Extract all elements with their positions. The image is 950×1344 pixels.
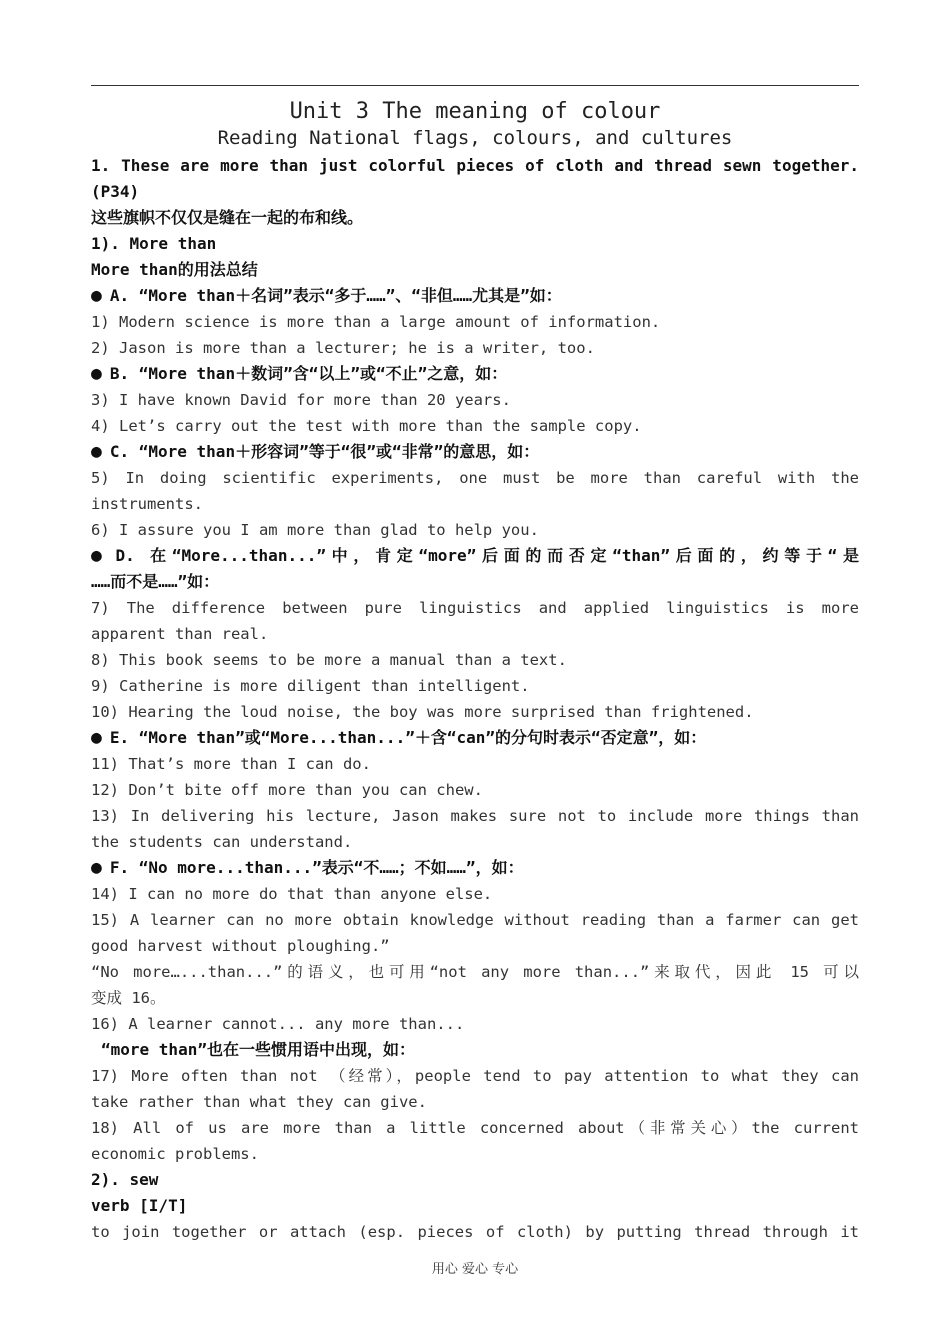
section-heading: 2). sew xyxy=(91,1170,159,1189)
bullet-icon: ● xyxy=(91,727,102,748)
rule-heading xyxy=(91,855,859,881)
example-line: 3) I have known David for more than 20 years. xyxy=(91,391,511,409)
rule-text: E. “More than”或“More...than...”＋含“can”的分句时表示“否定意”，如： xyxy=(109,728,707,747)
example-line: 18) All of us are more than a little concerned about（非常关心）the current xyxy=(91,1119,859,1137)
example-line: 4) Let’s carry out the test with more than the sample copy. xyxy=(91,417,642,435)
note-line: 变成 16。 xyxy=(91,989,166,1007)
example-line: 8) This book seems to be more a manual than a text. xyxy=(91,651,567,669)
example-line: the students can understand. xyxy=(91,833,353,851)
example-line: 6) I assure you I am more than glad to help you. xyxy=(91,521,539,539)
example-line: 2) Jason is more than a lecturer; he is a writer, too. xyxy=(91,339,595,357)
example-line: good harvest without ploughing.” xyxy=(91,937,390,955)
example-line: 15) A learner can no more obtain knowledge without reading than a farmer can get xyxy=(91,911,859,929)
rule-text: C. “More than＋形容词”等于“很”或“非常”的意思，如： xyxy=(109,442,540,461)
rule-heading xyxy=(91,725,859,751)
translation: 这些旗帜不仅仅是缝在一起的布和线。 xyxy=(91,208,364,227)
bullet-icon: ● xyxy=(91,441,102,462)
rule-heading xyxy=(91,361,859,387)
bullet-icon: ● xyxy=(91,545,108,566)
note-line: “No more…...than...”的语义，也可用“not any more than...”来取代，因此 15 可以 xyxy=(91,963,859,981)
rule-text: B. “More than＋数词”含“以上”或“不止”之意，如： xyxy=(109,364,508,383)
rule-heading xyxy=(91,283,859,309)
example-line: 16) A learner cannot... any more than... xyxy=(91,1015,465,1033)
rule-heading xyxy=(91,543,859,569)
rule-heading-cont: ……而不是……”如： xyxy=(91,572,220,591)
example-line: 7) The difference between pure linguistics and applied linguistics is more xyxy=(91,599,859,617)
example-line: 1) Modern science is more than a large amount of information. xyxy=(91,313,661,331)
bullet-icon: ● xyxy=(91,285,102,306)
example-line: 5) In doing scientific experiments, one must be more than careful with the xyxy=(91,469,859,487)
rule-text: D. 在“More...than...”中，肯定“more”后面的而否定“than”后面的，约等于“是 xyxy=(115,546,859,565)
example-line: apparent than real. xyxy=(91,625,269,643)
item-heading: 1. These are more than just colorful pieces of cloth and thread sewn together. xyxy=(91,156,859,175)
part-of-speech: verb [I/T] xyxy=(91,1196,188,1215)
example-line: take rather than what they can give. xyxy=(91,1093,427,1111)
section-heading: More than的用法总结 xyxy=(91,260,258,279)
item-heading: (P34) xyxy=(91,182,140,201)
example-line: 11) That’s more than I can do. xyxy=(91,755,371,773)
example-line: economic problems. xyxy=(91,1145,259,1163)
rule-heading: “more than”也在一些惯用语中出现，如： xyxy=(101,1040,415,1059)
example-line: 13) In delivering his lecture, Jason makes sure not to include more things than xyxy=(91,807,859,825)
section-heading: 1). More than xyxy=(91,234,217,253)
page-subtitle: Reading National flags, colours, and cultures xyxy=(217,127,733,149)
bullet-icon: ● xyxy=(91,363,102,384)
definition-line: to join together or attach (esp. pieces of cloth) by putting thread through it xyxy=(91,1223,859,1241)
page-footer: 用心 爱心 专心 xyxy=(431,1262,519,1277)
bullet-icon: ● xyxy=(91,857,102,878)
rule-text: F. “No more...than...”表示“不……；不如……”，如： xyxy=(109,858,524,877)
example-line: 17) More often than not （经常），people tend to pay attention to what they can xyxy=(91,1067,859,1085)
example-line: 10) Hearing the loud noise, the boy was more surprised than frightened. xyxy=(91,703,754,721)
rule-text: A. “More than＋名词”表示“多于……”、“非但……尤其是”如： xyxy=(109,286,562,305)
header-rule xyxy=(91,85,859,86)
example-line: 14) I can no more do that than anyone else. xyxy=(91,885,493,903)
rule-heading xyxy=(91,439,859,465)
example-line: 12) Don’t bite off more than you can chew. xyxy=(91,781,483,799)
page-title: Unit 3 The meaning of colour xyxy=(289,99,661,124)
example-line: 9) Catherine is more diligent than intelligent. xyxy=(91,677,530,695)
document-body xyxy=(91,153,859,1245)
example-line: instruments. xyxy=(91,495,203,513)
